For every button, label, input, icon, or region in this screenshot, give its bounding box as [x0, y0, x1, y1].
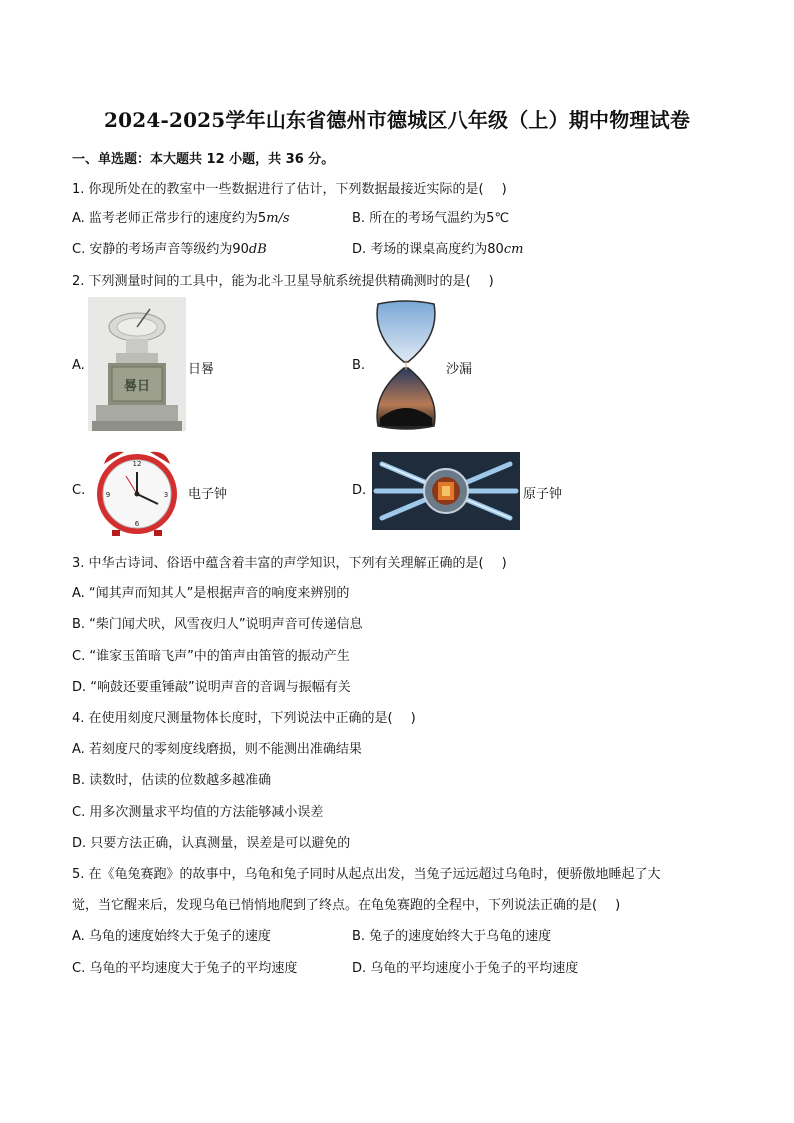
section-heading: 一、单选题：本大题共 12 小题，共 36 分。 — [72, 152, 335, 167]
question-1-option-d: D. 考场的课桌高度约为80cm — [352, 242, 524, 257]
question-2-option-b-label: 沙漏 — [446, 362, 473, 377]
question-4-option-d: D. 只要方法正确，认真测量，误差是可以避免的 — [72, 836, 351, 851]
question-5-option-b: B. 兔子的速度始终大于乌龟的速度 — [352, 929, 552, 944]
svg-text:3: 3 — [163, 491, 169, 499]
sundial-image — [88, 297, 186, 431]
question-5-option-a: A. 乌龟的速度始终大于兔子的速度 — [72, 929, 271, 944]
question-3-option-d: D. “响鼓还要重锤敲”说明声音的音调与振幅有关 — [72, 680, 351, 695]
question-1-stem: 1. 你现所处在的教室中一些数据进行了估计，下列数据最接近实际的是( ) — [72, 182, 507, 197]
question-3-stem: 3. 中华古诗词、俗语中蕴含着丰富的声学知识，下列有关理解正确的是( ) — [72, 556, 507, 571]
question-3-option-c: C. “谁家玉笛暗飞声”中的笛声由笛管的振动产生 — [72, 649, 350, 664]
question-2-option-c-label: 电子钟 — [188, 487, 228, 502]
question-3-option-b: B. “柴门闻犬吠，风雪夜归人”说明声音可传递信息 — [72, 617, 363, 632]
question-4-option-c: C. 用多次测量求平均值的方法能够减小误差 — [72, 805, 324, 820]
question-2-option-d-label: 原子钟 — [523, 487, 563, 502]
question-4-option-a: A. 若刻度尺的零刻度线磨损，则不能测出准确结果 — [72, 742, 362, 757]
question-2-option-d-letter: D. — [352, 483, 367, 498]
svg-text:9: 9 — [105, 491, 111, 499]
question-2-stem: 2. 下列测量时间的工具中，能为北斗卫星导航系统提供精确测时的是( ) — [72, 274, 494, 289]
question-1-option-a: A. 监考老师正常步行的速度约为5m/s — [72, 211, 290, 226]
hourglass-image — [370, 300, 442, 430]
question-5-option-d: D. 乌龟的平均速度小于兔子的平均速度 — [352, 961, 579, 976]
atomic-clock-image — [372, 452, 520, 530]
svg-text:6: 6 — [134, 520, 140, 528]
page-title: 2024-2025学年山东省德州市德城区八年级（上）期中物理试卷 — [103, 108, 691, 132]
question-4-option-b: B. 读数时，估读的位数越多越准确 — [72, 773, 272, 788]
question-2-option-c-letter: C. — [72, 483, 86, 498]
question-2-option-a-label: 日晷 — [188, 362, 215, 377]
question-5-stem-line-2: 觉，当它醒来后，发现乌龟已悄悄地爬到了终点。在龟兔赛跑的全程中，下列说法正确的是( ) — [72, 898, 621, 913]
question-2-option-a-letter: A. — [72, 358, 85, 373]
sundial-stone-inscription: 晷日 — [123, 379, 151, 394]
question-2-option-b-letter: B. — [352, 358, 366, 373]
question-5-option-c: C. 乌龟的平均速度大于兔子的平均速度 — [72, 961, 298, 976]
question-1-option-c: C. 安静的考场声音等级约为90dB — [72, 242, 267, 257]
question-5-stem-line-1: 5. 在《龟兔赛跑》的故事中，乌龟和兔子同时从起点出发，当兔子远远超过乌龟时，便骄傲地睡起了大 — [72, 867, 661, 882]
question-1-option-b: B. 所在的考场气温约为5℃ — [352, 211, 510, 226]
question-3-option-a: A. “闻其声而知其人”是根据声音的响度来辨别的 — [72, 586, 350, 601]
alarm-clock-image — [88, 446, 186, 538]
question-4-stem: 4. 在使用刻度尺测量物体长度时，下列说法中正确的是( ) — [72, 711, 416, 726]
svg-text:12: 12 — [132, 460, 142, 468]
